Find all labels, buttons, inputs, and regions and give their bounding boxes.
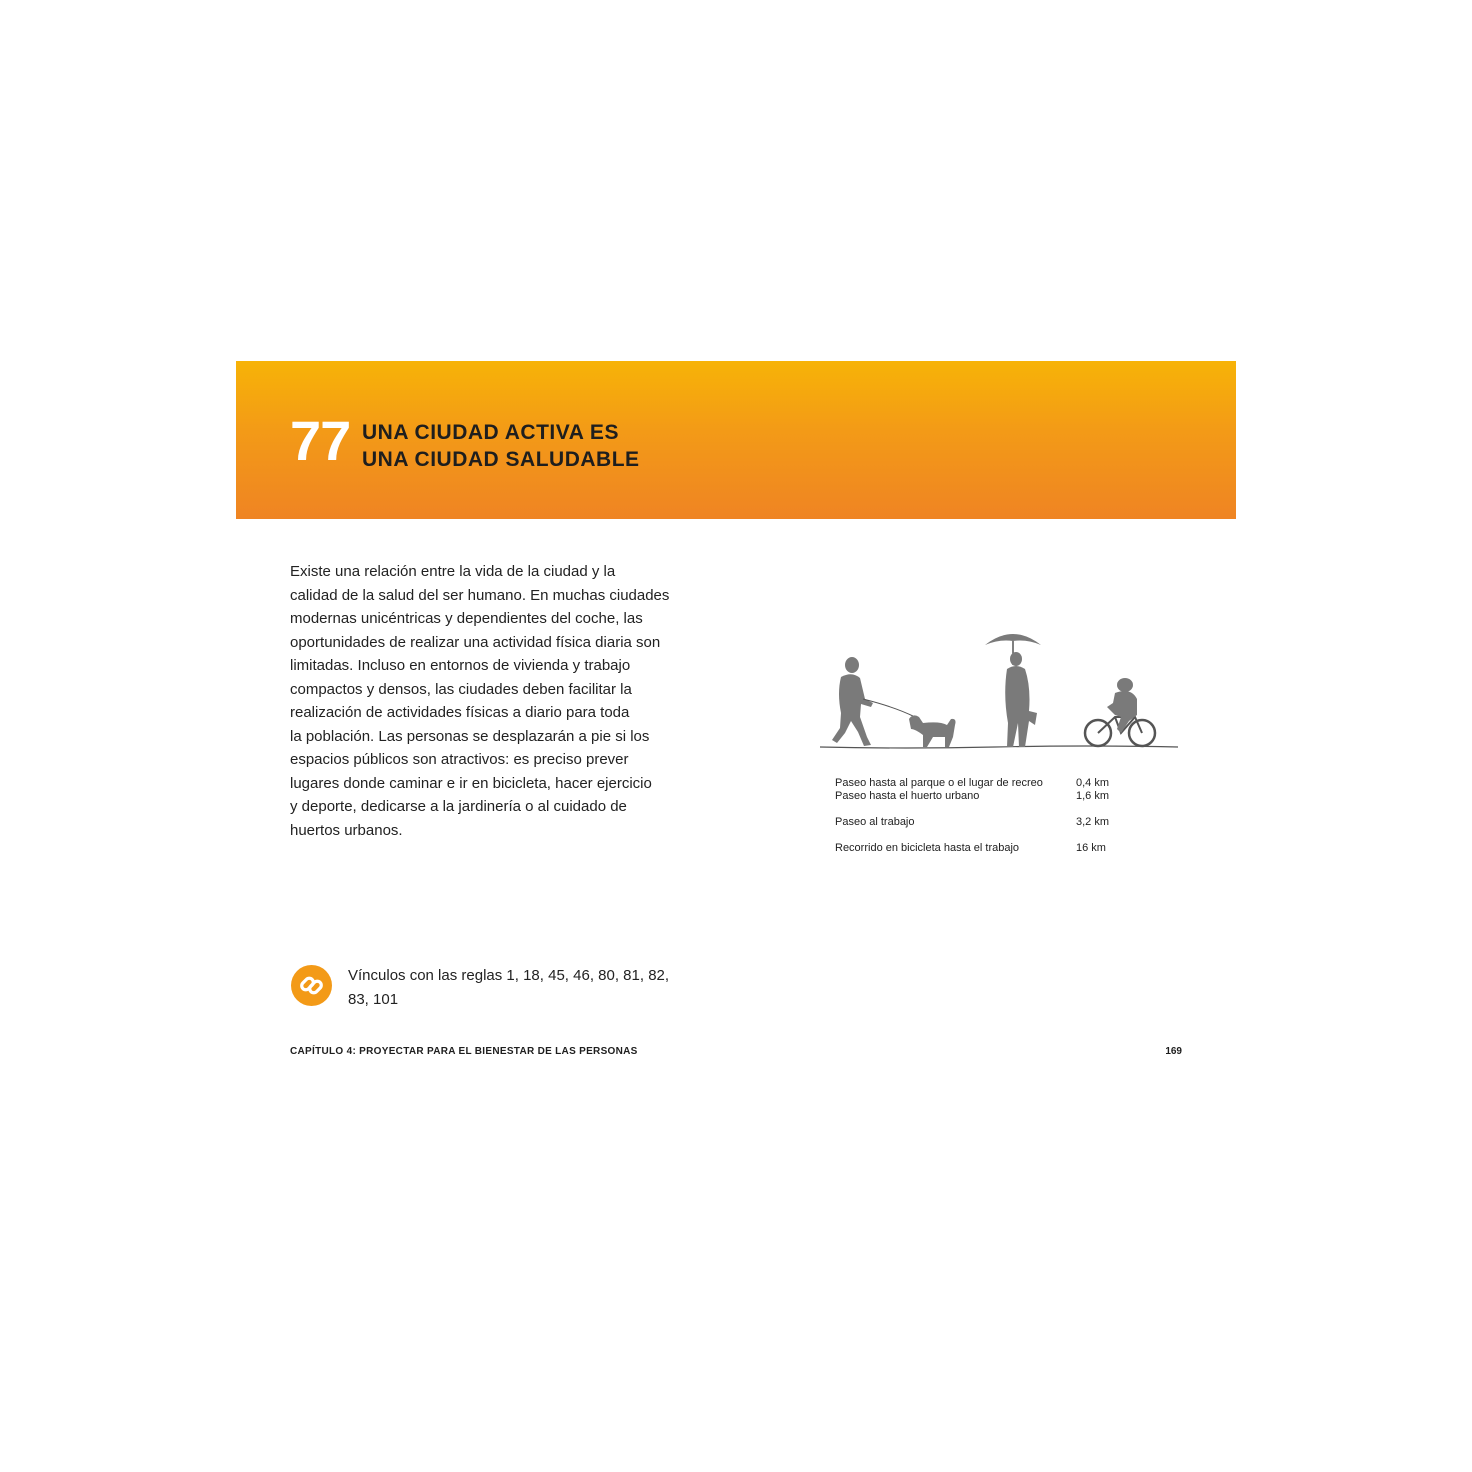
body-line: oportunidades de realizar una actividad física diaria son [290, 633, 661, 651]
rule-title-line-1: UNA CIUDAD ACTIVA ES [362, 421, 619, 444]
body-line: huertos urbanos. [290, 821, 403, 839]
distance-row [835, 790, 1155, 803]
distance-value: 3,2 km [1076, 816, 1110, 828]
body-line: lugares donde caminar e ir en bicicleta, hacer ejercicio [290, 774, 652, 792]
person-walking-dog-figure [832, 657, 915, 746]
distance-label: Recorrido en bicicleta hasta el trabajo [835, 842, 1020, 854]
distance-value: 16 km [1076, 842, 1106, 854]
activity-illustration [815, 625, 1185, 760]
body-line: Existe una relación entre la vida de la ciudad y la [290, 563, 616, 580]
distance-row [835, 777, 1155, 790]
distance-row [835, 816, 1155, 829]
related-rules-line-1: Vínculos con las reglas 1, 18, 45, 46, 80, 81, 82, [348, 967, 670, 984]
ground-line [820, 746, 1178, 748]
body-line: limitadas. Incluso en entornos de vivienda y trabajo [290, 657, 631, 674]
body-line: calidad de la salud del ser humano. En muchas ciudades [290, 586, 670, 604]
chain-link-icon [291, 965, 332, 1006]
distance-label: Paseo al trabajo [835, 816, 915, 828]
distance-table [835, 777, 1155, 855]
distance-label: Paseo hasta el huerto urbano [835, 790, 980, 802]
body-line: la población. Las personas se desplazarán a pie si los [290, 727, 650, 745]
page-number: 169 [1165, 1046, 1182, 1057]
child-on-bicycle-figure [1085, 678, 1155, 746]
related-rules-text [348, 964, 688, 1011]
distance-value: 0,4 km [1076, 777, 1110, 789]
person-with-umbrella-figure [985, 634, 1041, 747]
body-line: modernas unicéntricas y dependientes del coche, las [290, 610, 643, 627]
body-paragraph [290, 560, 690, 842]
body-line: y deporte, dedicarse a la jardinería o al cuidado de [290, 798, 627, 815]
dog-figure [909, 715, 956, 747]
rule-title [362, 419, 640, 473]
distance-label: Paseo hasta al parque o el lugar de recreo [835, 777, 1043, 789]
footer-chapter-title: CAPÍTULO 4: PROYECTAR PARA EL BIENESTAR DE LAS PERSONAS [290, 1046, 638, 1057]
body-line: compactos y densos, las ciudades deben facilitar la [290, 680, 632, 698]
rule-number: 77 [290, 409, 351, 472]
distance-value: 1,6 km [1076, 790, 1110, 802]
rule-title-line-2: UNA CIUDAD SALUDABLE [362, 448, 640, 471]
distance-row [835, 842, 1155, 855]
rule-header-banner [236, 361, 1236, 519]
body-line: realización de actividades físicas a diario para toda [290, 704, 630, 721]
related-rules-line-2: 83, 101 [348, 990, 399, 1008]
body-line: espacios públicos son atractivos: es preciso prever [290, 751, 629, 768]
